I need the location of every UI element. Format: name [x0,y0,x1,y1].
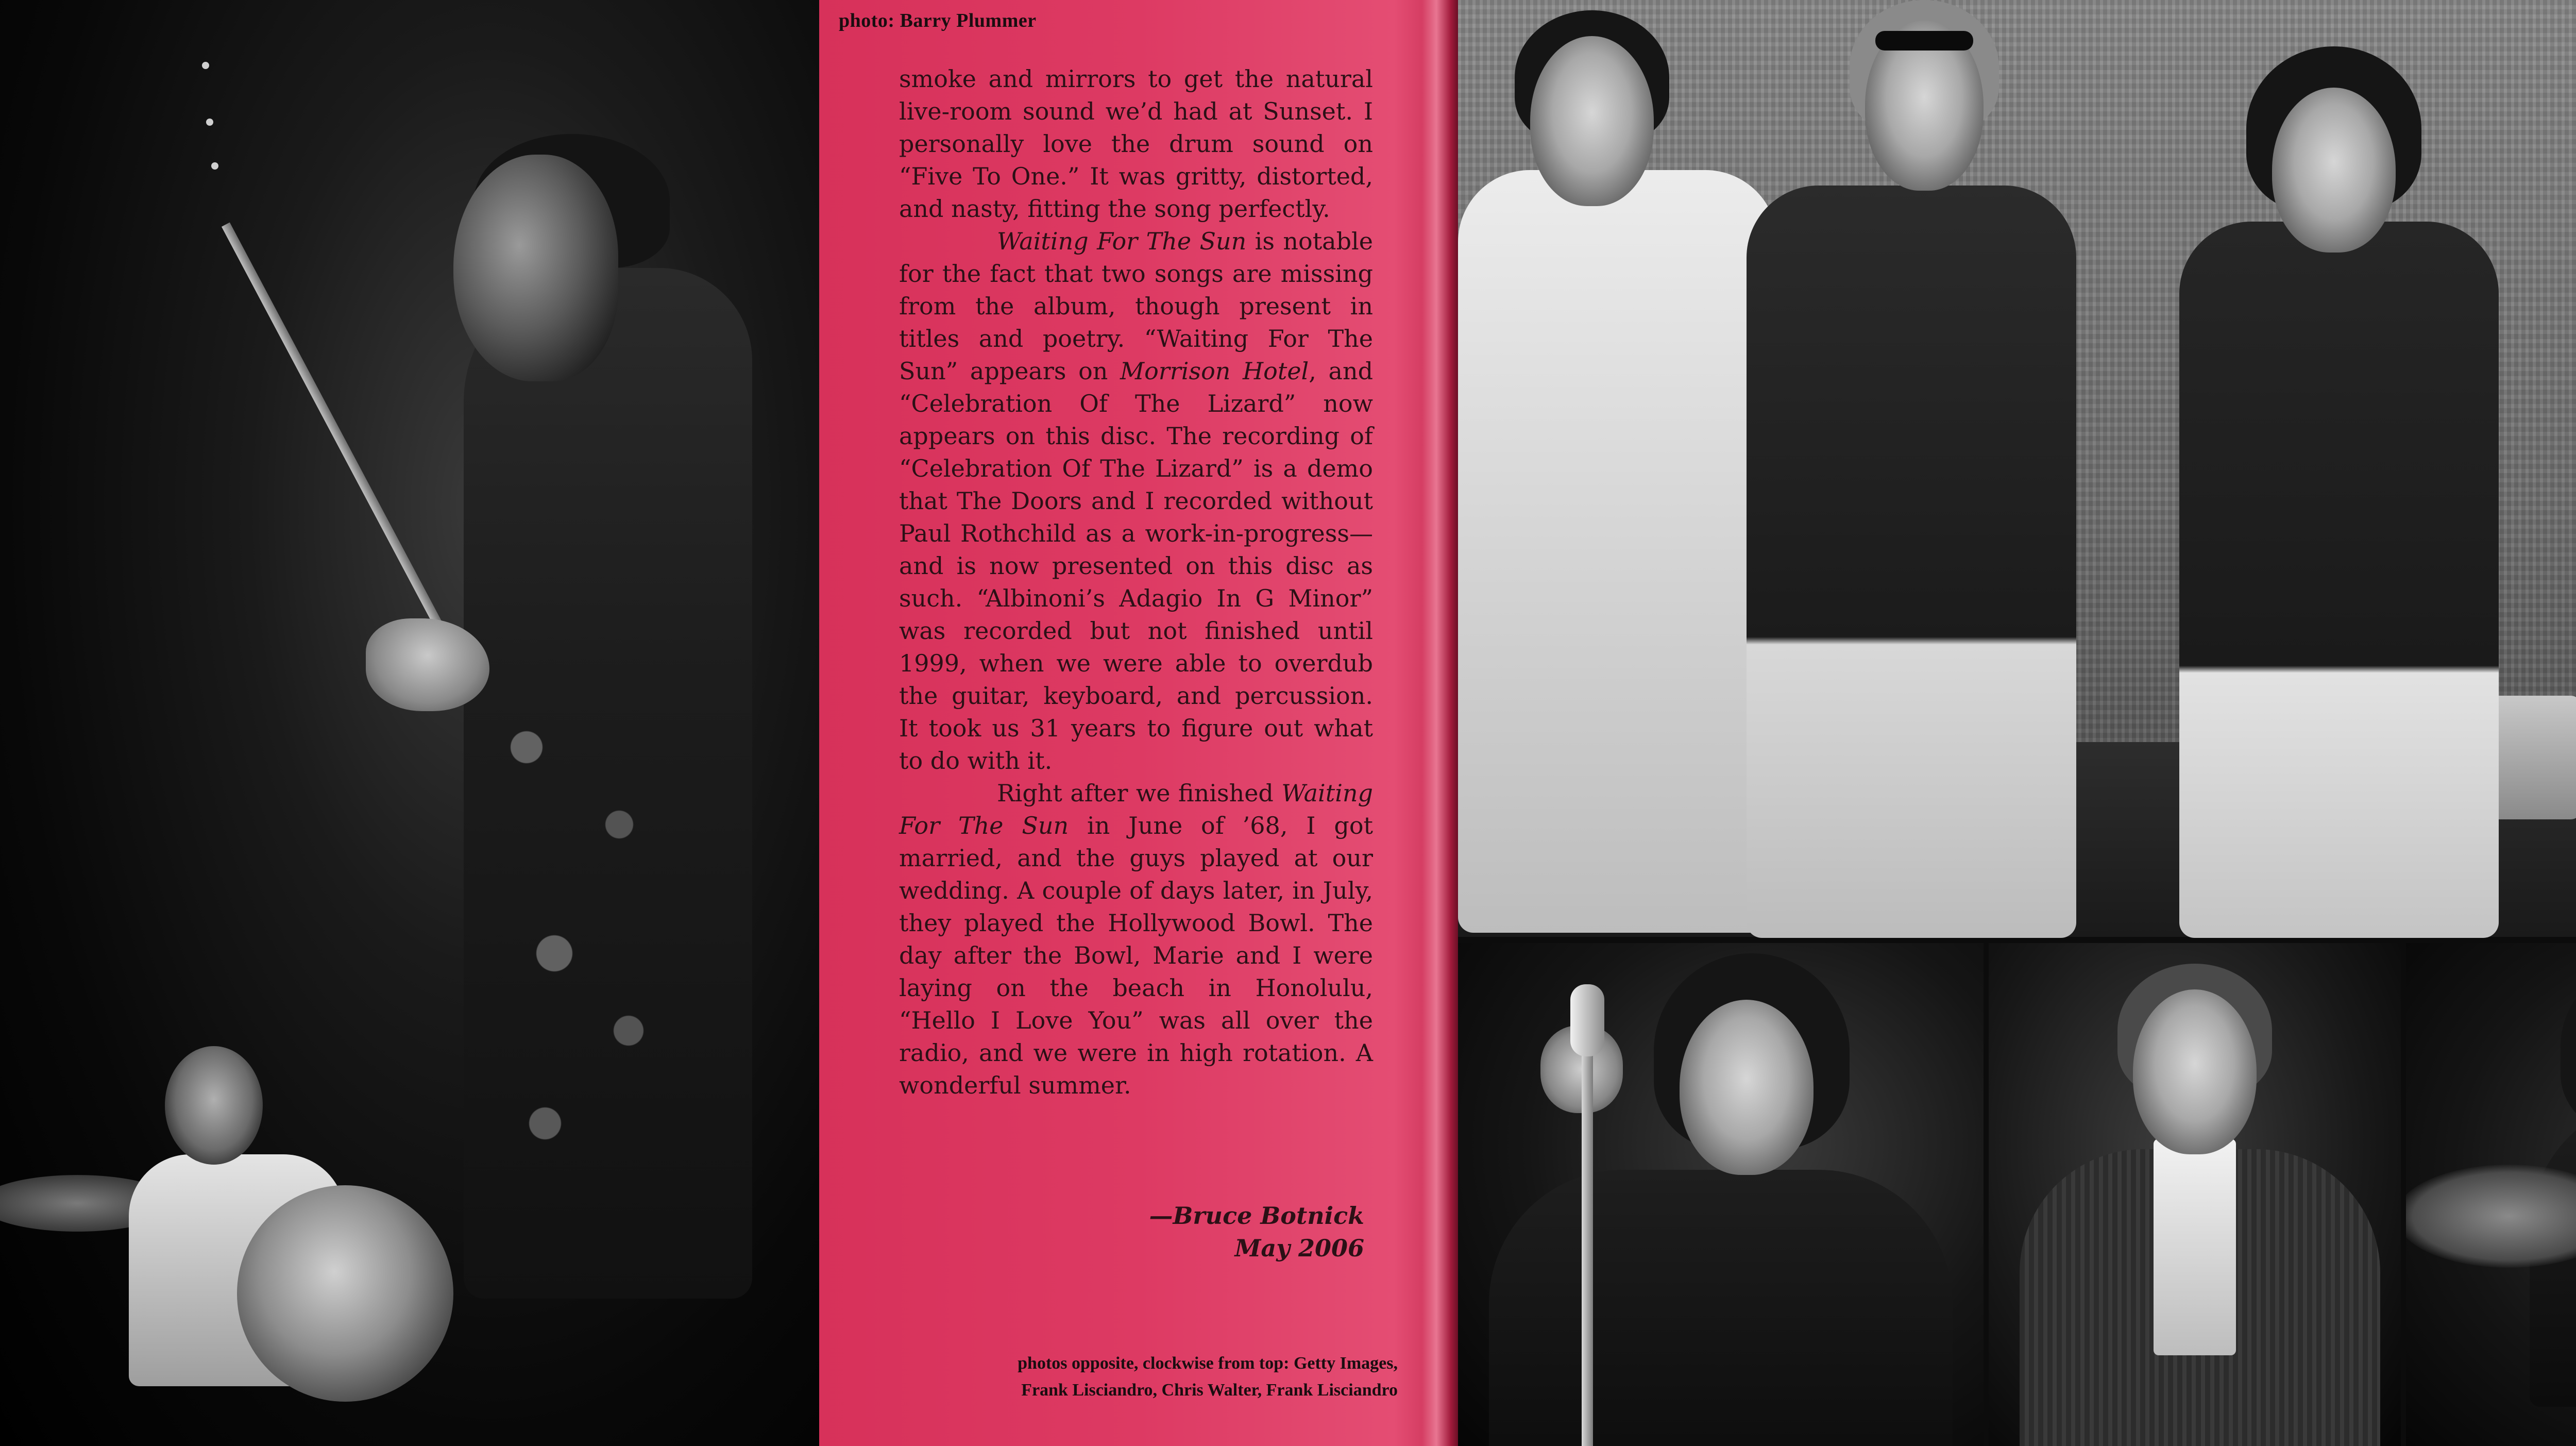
live-photo-keyboardist [1989,943,2401,1446]
band-member-1 [1458,170,1777,933]
guitar-neck [222,223,447,636]
band-member-2 [1747,186,2076,938]
face [1530,36,1654,206]
singer-figure [1489,1170,1953,1446]
paragraph-3-text-b: in June of ’68, I got married, and the guys played at our wedding. A couple of days later, in July, they played the Hollywood Bowl. The day after the Bowl, Marie and I were laying on the beach in Honolulu, “Hello I Love You” was all over the radio, and we were in high rotation. A wonderful summer. [899,812,1374,1099]
paragraph-2-text-b: , and “Celebration Of The Lizard” now appears on this disc. The recording of “Celebration Of The Lizard” is a demo that The Doors and I recorded without Paul Rothchild as a work-in-progress—and is now presented on this disc as such. “Albinoni’s Adagio In G Minor” was recorded but not finished until 1999, when we were able to overdub the guitar, keyboard, and percussion. It took us 31 years to figure out what to do with it. [899,357,1374,775]
stage-light [211,162,218,170]
photo-credit-bottom [1018,1350,1398,1404]
spine-fold [1422,0,1463,1446]
guitarist-shirt-pattern [489,670,675,1185]
photo-credit-top: photo: Barry Plummer [839,10,1037,31]
drummer-head [165,1046,263,1165]
live-photo-singer [1458,943,1984,1446]
album-title: Waiting For The Sun [899,779,1373,839]
signature-name: —Bruce Botnick [1149,1202,1364,1230]
album-title: Morrison Hotel [1120,357,1309,385]
band-member-3 [2179,222,2499,938]
face [2133,989,2257,1154]
paragraph-3-text-a: Right after we finished [997,779,1282,807]
live-photo-drummer [2406,943,2576,1446]
shirt-collar [2154,1139,2236,1355]
photo-credit-line-2: Frank Lisciandro, Chris Walter, Frank Lisciandro [1021,1381,1398,1400]
guitarist-head [453,155,618,381]
cymbal [2406,1165,2576,1268]
left-concert-photo [0,0,819,1446]
hair [2561,953,2576,1139]
drum [237,1185,453,1402]
sunglasses-icon [1875,31,1973,51]
microphone-icon [1570,984,1604,1056]
signature-date: May 2006 [1234,1234,1364,1262]
album-title: Waiting For The Sun [997,227,1247,255]
face [2272,88,2396,253]
stage-light [202,62,209,69]
mic-stand [1582,1015,1593,1446]
band-group-photo [1458,0,2576,937]
essay-body [899,63,1373,1102]
photo-credit-line-1: photos opposite, clockwise from top: Getty Images, [1018,1354,1398,1373]
stage-light [206,119,213,126]
paragraph-2 [899,225,1373,777]
face [1680,1000,1814,1175]
paragraph-3 [899,777,1373,1102]
paragraph-1: smoke and mirrors to get the natural live-room sound we’d had at Sunset. I personally love the drum sound on “Five To One.” It was gritty, distorted, and nasty, fitting the song perfectly. [899,65,1373,223]
paragraph-2-text-a: is notable for the fact that two songs are missing from the album, though present in titles and poetry. “Waiting For The Sun” appears on [899,227,1373,385]
right-photo-collage [1458,0,2576,1446]
